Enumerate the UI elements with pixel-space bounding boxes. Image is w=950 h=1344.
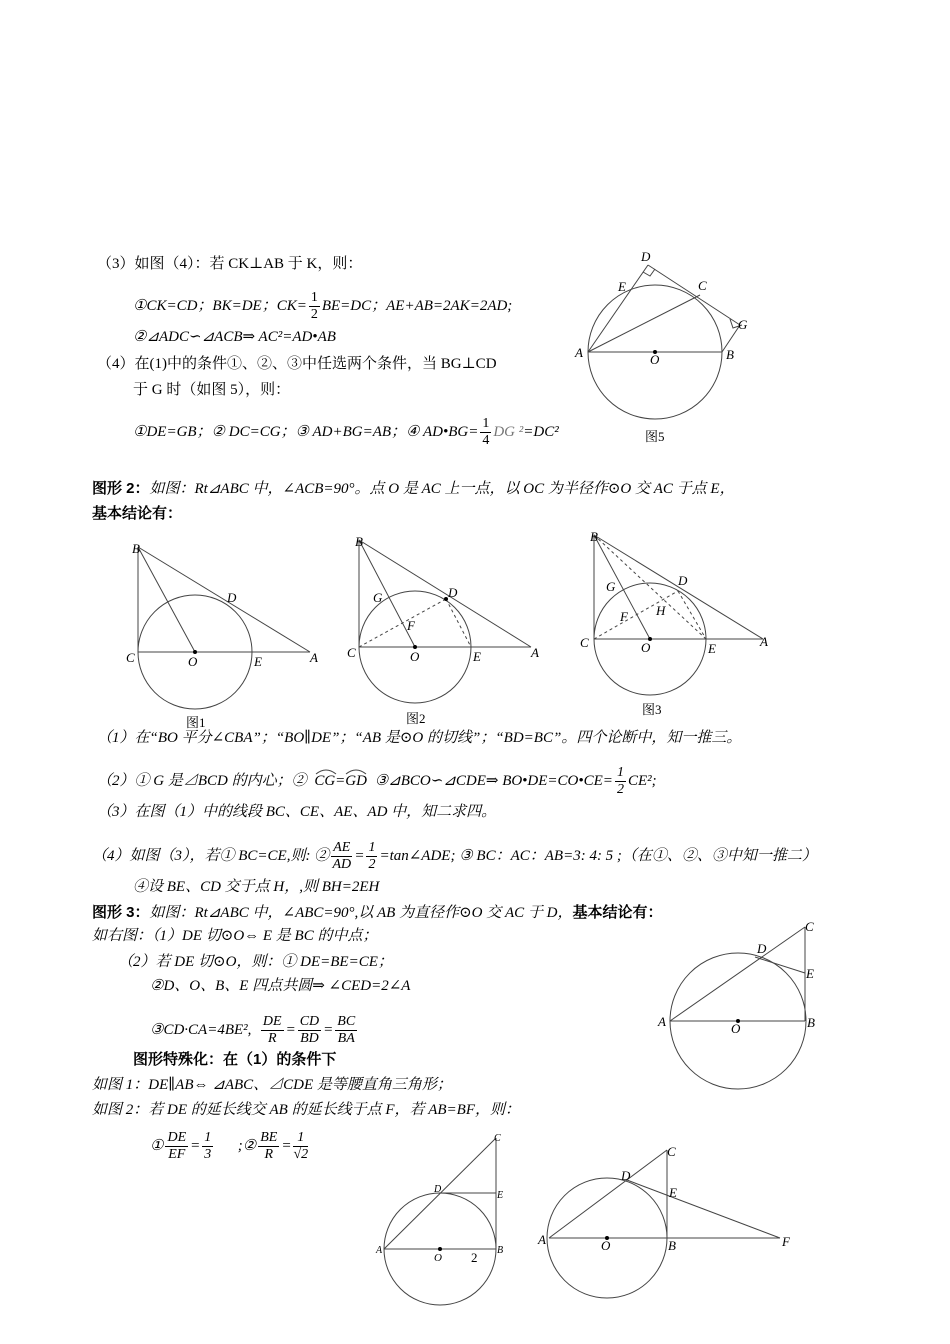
label-E: E [669, 1185, 677, 1200]
label-E: E [497, 1190, 504, 1201]
label-O: O [650, 352, 660, 367]
label-D: D [448, 585, 458, 600]
label-C: C [805, 919, 814, 934]
figure-3-main [655, 915, 830, 1100]
label-G: G [738, 317, 748, 332]
label-A: A [658, 1014, 666, 1029]
label-O: O [601, 1238, 611, 1253]
label-F: F [782, 1234, 790, 1249]
label-D: D [641, 249, 651, 264]
fig3-caption: 图3 [642, 702, 662, 717]
label-E: E [254, 654, 262, 669]
sec2-conclusion-4: （4）如图（3），若① BC=CE,则: ② $\frac{AE}{AD}$ = $\frac{1}{2}$ =tan∠ADE; ③ BC：AC：AB=3: 4: 5 ;（在①、②、③中知一推二） [92, 840, 817, 872]
fraction: $\frac{BC}{BA}$ [337, 1014, 356, 1046]
label-G: G [373, 590, 383, 605]
fraction: $\frac{BE}{R}$ [260, 1130, 278, 1162]
label-F: F [620, 609, 628, 624]
label-O: O [731, 1021, 741, 1036]
label-O: O [434, 1252, 442, 1264]
arc-cg-gd: CG=GD [314, 771, 367, 791]
fraction: $\frac{AE}{AD}$ [332, 840, 352, 872]
label-C: C [698, 278, 707, 293]
label-D: D [757, 941, 767, 956]
special-line3: ① $\frac{DE}{EF}$ = $\frac{1}{3}$ ;② $\frac{BE}{R}$ = $\frac{1}{√2}$ [150, 1130, 309, 1162]
label-A: A [760, 634, 768, 649]
item3-line1: ①CK=CD；BK=DE；CK= $\frac{1}{2}$ BE=DC；AE+AB=2AK=2AD; [133, 290, 513, 322]
item4-title: （4）在(1)中的条件①、②、③中任选两个条件，当 BG⊥CD [97, 356, 497, 372]
label-E: E [708, 641, 716, 656]
label-A: A [531, 645, 539, 660]
fraction: $\frac{CD}{BD}$ [299, 1014, 320, 1046]
label-A: A [575, 345, 583, 360]
item4-line3: ①DE=GB；② DC=CG；③ AD+BG=AB；④ AD•BG= $\frac{1}{4}$ DG ²=DC² [133, 416, 559, 448]
sec2-conclusion-3: （3）在图（1）中的线段 BC、CE、AE、AD 中，知二求四。 [97, 804, 497, 820]
label-C: C [580, 635, 589, 650]
item3-title: （3）如图（4）：若 CK⊥AB 于 K，则： [97, 256, 363, 272]
label-E: E [806, 966, 814, 981]
sec3-line4: ③CD·CA=4BE², $\frac{DE}{R}$ = $\frac{CD}{BD}$ = $\frac{BC}{BA}$ [150, 1014, 356, 1046]
special-heading: 图形特殊化：在（1）的条件下 [133, 1051, 337, 1068]
fraction: $\frac{1}{4}$ [482, 416, 490, 448]
fraction: $\frac{DE}{R}$ [262, 1014, 282, 1046]
fraction: $\frac{DE}{EF}$ [167, 1130, 187, 1162]
sec2-conclusion-1: （1）在“BO 平分∠CBA”；“BO∥DE”；“AB 是⊙O 的切线”；“BD=BC”。四个论断中，知一推三。 [97, 730, 742, 746]
sec3-heading: 图形 3：如图：Rt⊿ABC 中，∠ABC=90°,以 AB 为直径作⊙O 交 AC 于 D，基本结论有： [92, 904, 663, 921]
sec2-conclusion-5: ④设 BE、CD 交于点 H，,则 BH=2EH [133, 879, 380, 895]
label-A: A [310, 650, 318, 665]
figure-3-special-2 [535, 1140, 800, 1315]
item4-line2: 于 G 时（如图 5），则： [133, 382, 291, 398]
label-B: B [807, 1015, 815, 1030]
label-D: D [434, 1184, 442, 1195]
label-B: B [497, 1245, 504, 1256]
fraction: $\frac{1}{2}$ [616, 765, 624, 797]
sec2-heading: 图形 2：如图：Rt⊿ABC 中，∠ACB=90°。点 O 是 AC 上一点，以 OC 为半径作⊙O 交 AC 于点 E， [92, 480, 735, 497]
label-D: D [678, 573, 688, 588]
label-B: B [726, 347, 734, 362]
fraction: $\frac{1}{2}$ [310, 290, 318, 322]
label-C: C [126, 650, 135, 665]
label-G: G [606, 579, 616, 594]
sec3-line3: ②D、O、B、E 四点共圆⇒ ∠CED=2∠A [150, 978, 411, 994]
fig1-caption: 图1 [186, 715, 206, 730]
figure-2-2 [345, 530, 555, 710]
special-line1: 如图 1：DE∥AB⇔ ⊿ABC、⊿CDE 是等腰直角三角形； [92, 1077, 452, 1093]
label-B: B [590, 529, 598, 544]
fraction: $\frac{1}{√2}$ [293, 1130, 309, 1162]
label-B: B [668, 1238, 676, 1253]
special-line2: 如图 2：若 DE 的延长线交 AB 的延长线于点 F，若 AB=BF，则： [92, 1102, 521, 1118]
fraction: $\frac{1}{3}$ [204, 1130, 212, 1162]
sec3-line1: 如右图：（1）DE 切⊙O⇔ E 是 BC 的中点； [92, 928, 378, 944]
label-C: C [494, 1133, 501, 1144]
figure-5 [570, 245, 760, 445]
label-O: O [641, 640, 651, 655]
fig2-caption: 图2 [406, 711, 426, 726]
label-O: O [188, 654, 198, 669]
fraction: $\frac{1}{2}$ [368, 840, 376, 872]
figure-3-special-1 [370, 1128, 520, 1313]
label-D: D [621, 1168, 631, 1183]
figure-2-1 [120, 535, 330, 715]
label-B: B [132, 541, 140, 556]
label-E: E [618, 279, 626, 294]
sec2-conclusion-2: （2）① G 是⊿BCD 的内心；② CG=GD ③⊿BCO∽⊿CDE⇒ BO•DE=CO•CE= $\frac{1}{2}$ CE²; [97, 765, 657, 797]
label-C: C [347, 645, 356, 660]
label-O: O [410, 649, 420, 664]
label-C: C [667, 1144, 676, 1159]
label-A: A [376, 1245, 383, 1256]
label-F: F [407, 618, 415, 633]
sec3-line2: （2）若 DE 切⊙O，则：① DE=BE=CE； [118, 954, 393, 970]
label-H: H [656, 603, 666, 618]
sec2-subheading: 基本结论有： [92, 505, 183, 522]
fig5-caption: 图5 [645, 429, 665, 444]
label-E: E [473, 649, 481, 664]
label-D: D [227, 590, 237, 605]
label-2: 2 [471, 1250, 478, 1265]
label-B: B [355, 534, 363, 549]
figure-2-3 [578, 527, 788, 707]
item3-line2: ②⊿ADC∽⊿ACB⇒ AC²=AD•AB [133, 329, 336, 345]
label-A: A [538, 1232, 546, 1247]
